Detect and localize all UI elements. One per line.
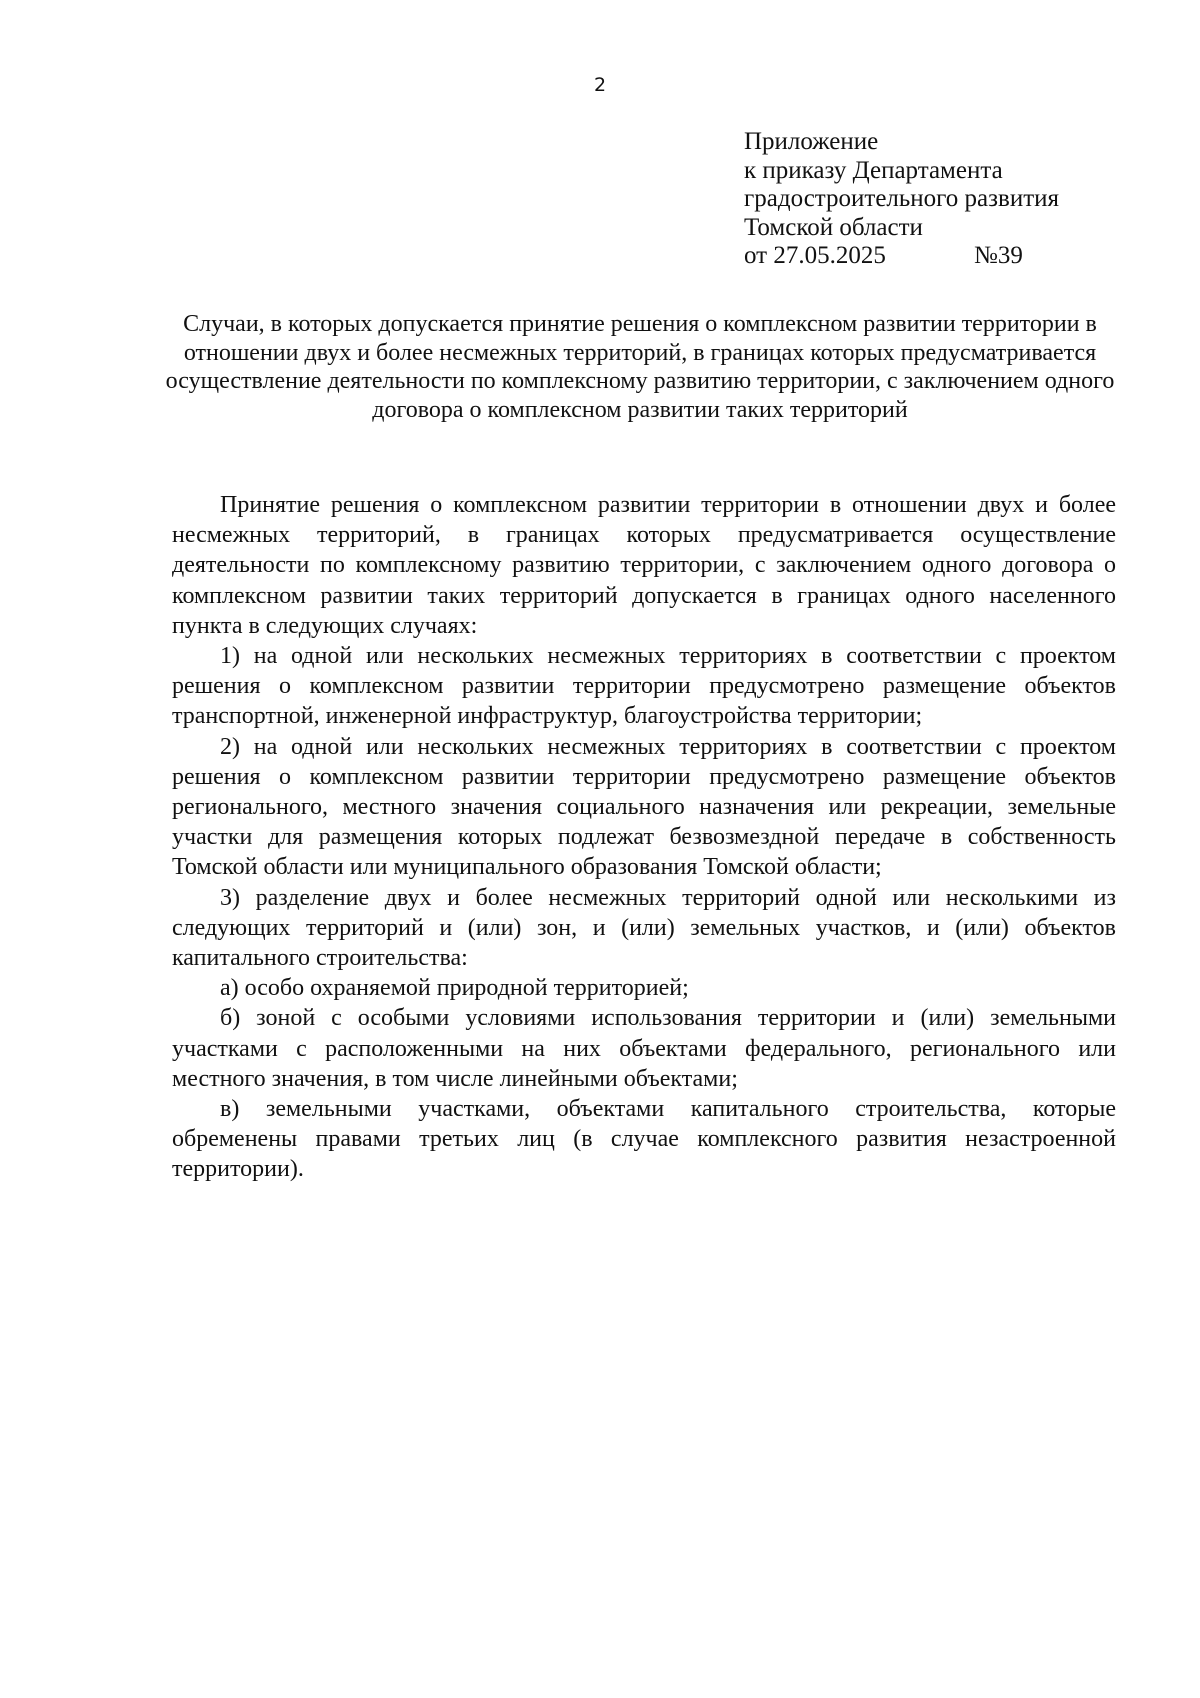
paragraph-case-3: 3) разделение двух и более несмежных территорий одной или несколькими из следующих территорий и (или) зон, и (или) земельных участков, и (или) объектов капитального строительства:	[172, 884, 1116, 972]
appendix-line-3: градостроительного развития	[744, 185, 1060, 212]
page-number: 2	[593, 74, 607, 96]
paragraph-case-3c: в) земельными участками, объектами капитального строительства, которые обременены правами третьих лиц (в случае комплексного развития незастроенной территории).	[172, 1096, 1116, 1183]
document-body	[172, 490, 1116, 1185]
appendix-line-4: Томской области	[744, 213, 923, 241]
document-title: Случаи, в которых допускается принятие решения о комплексном развитии территории в отношении двух и более несмежных территорий, в границах которых предусматривается осуществление деятельности по комплексному развитию территории, с заключением одного договора о комплексном развитии таких территорий	[165, 311, 1115, 423]
appendix-line-2: к приказу Департамента	[744, 156, 1003, 184]
paragraph-case-2: 2) на одной или нескольких несмежных территориях в соответствии с проектом решения о комплексном развитии территории предусмотрено размещение объектов регионального, местного значения социального назначения или рекреации, земельные участки для размещения которых подлежат безвозмездной передаче в собственность Томской области или муниципального образования Томской области;	[172, 733, 1116, 881]
order-date: от 27.05.2025	[744, 242, 886, 269]
appendix-line-1: Приложение	[744, 128, 879, 155]
paragraph-case-3a: а) особо охраняемой природной территорией;	[220, 975, 689, 1002]
paragraph-case-3b: б) зоной с особыми условиями использования территории и (или) земельными участками с расположенными на них объектами федерального, регионального или местного значения, в том числе линейными объектами;	[172, 1005, 1116, 1092]
order-number: №39	[974, 242, 1023, 269]
appendix-header	[744, 128, 1124, 271]
paragraph-intro: Принятие решения о комплексном развитии территории в отношении двух и более несмежных территорий, в границах которых предусматривается осуществление деятельности по комплексному развитию территории, с заключением одного договора о комплексном развитии таких территорий допускается в границах одного населенного пункта в следующих случаях:	[172, 492, 1116, 639]
paragraph-case-1: 1) на одной или нескольких несмежных территориях в соответствии с проектом решения о комплексном развитии территории предусмотрено размещение объектов транспортной, инженерной инфраструктур, благоустройства территории;	[172, 643, 1116, 730]
appendix-date-line	[744, 242, 1124, 271]
